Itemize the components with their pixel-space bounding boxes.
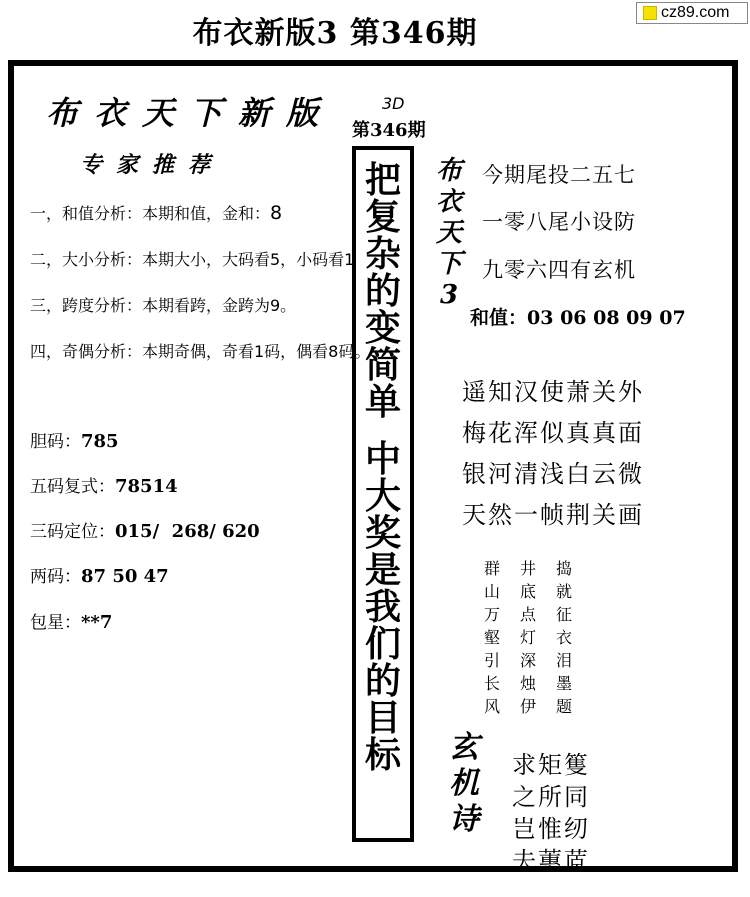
poem-line: 梅花浑似真真面 — [462, 419, 644, 447]
code-label: 三码定位： — [30, 522, 115, 542]
poem-char: 风 — [484, 697, 501, 716]
poem-char: 群 — [484, 559, 501, 578]
xuanji-title — [444, 730, 484, 838]
period-label: 第346期 — [352, 120, 426, 141]
code-label: 包星： — [30, 613, 81, 633]
analysis-label: 三，跨度分析：本期看跨，金跨为9。 — [30, 296, 297, 315]
poem-line: 天然一帧荆关画 — [462, 501, 644, 529]
poem-char: 引 — [484, 651, 501, 670]
poem-char: 墨 — [556, 674, 573, 693]
code-label: 五码复式： — [30, 477, 115, 497]
poem-char: 捣 — [556, 559, 573, 578]
poem-column — [556, 557, 572, 718]
code-value: 78514 — [115, 476, 178, 497]
vbrand-char: 布 — [435, 156, 462, 186]
poem-char: 深 — [520, 651, 537, 670]
slogan-char: 的 — [364, 270, 401, 312]
vbrand-char: 衣 — [435, 187, 462, 217]
poem-char: 点 — [520, 605, 537, 624]
poem-char: 万 — [484, 605, 501, 624]
analysis-odd-even — [30, 339, 370, 362]
site-badge[interactable] — [636, 2, 748, 24]
vertical-poem — [484, 557, 572, 718]
analysis-size — [30, 247, 354, 270]
analysis-sum — [30, 201, 282, 224]
verse-line: 九零六四有玄机 — [482, 258, 636, 282]
slogan-char: 我 — [364, 586, 401, 628]
xuanji-line: 求矩篗 — [512, 751, 590, 779]
square-icon — [643, 6, 657, 20]
slogan-char: 是 — [364, 549, 401, 591]
poem-line: 遥知汉使萧关外 — [462, 378, 644, 406]
slogan-char: 标 — [364, 734, 401, 776]
vertical-brand — [432, 156, 466, 311]
code-star — [30, 608, 112, 633]
code-five — [30, 472, 178, 497]
poem-char: 井 — [520, 559, 537, 578]
code-value: **7 — [81, 612, 113, 633]
code-label: 两码： — [30, 567, 81, 587]
site-url: cz89.com — [661, 4, 730, 21]
xuanji-line: 岂惟纫 — [512, 815, 590, 843]
expert-subtitle: 专家推荐 — [80, 152, 225, 178]
sum-numbers: 03 06 08 09 07 — [527, 307, 686, 329]
xuanji-char: 玄 — [449, 730, 479, 765]
poem-char: 长 — [484, 674, 501, 693]
xuanji-char: 机 — [449, 766, 479, 801]
vbrand-char: 3 — [439, 280, 459, 310]
poem-char: 伊 — [520, 697, 537, 716]
poem-char: 就 — [556, 582, 573, 601]
slogan-char: 的 — [364, 660, 401, 702]
poem-char: 灯 — [520, 628, 537, 647]
slogan-char: 把 — [364, 159, 401, 201]
code-value: 87 50 47 — [81, 566, 169, 587]
xuanji-line: 夫蕙茝 — [512, 847, 590, 875]
poem-char: 衣 — [556, 628, 573, 647]
code-value: 015/ 268/ 620 — [115, 521, 260, 542]
vbrand-char: 天 — [435, 218, 462, 248]
analysis-value: 8 — [270, 202, 283, 224]
verse-line: 一零八尾小设防 — [482, 210, 636, 234]
slogan-char: 大 — [364, 475, 401, 517]
code-dan — [30, 427, 119, 452]
code-value: 785 — [81, 431, 119, 452]
vbrand-char: 下 — [435, 249, 462, 279]
analysis-span — [30, 293, 296, 316]
poem-char: 山 — [484, 582, 501, 601]
poem-line: 银河清浅白云微 — [462, 460, 644, 488]
verse-line: 今期尾投二五七 — [482, 163, 636, 187]
slogan-char: 奖 — [364, 512, 401, 554]
slogan-char: 们 — [364, 623, 401, 665]
poem-char: 征 — [556, 605, 573, 624]
poem-column — [520, 557, 536, 718]
code-three-position — [30, 517, 260, 542]
poem-char: 题 — [556, 697, 573, 716]
poem-char: 泪 — [556, 651, 573, 670]
analysis-label: 四，奇偶分析：本期奇偶，奇看1码，偶看8码。 — [30, 342, 371, 361]
slogan-char: 复 — [364, 196, 401, 238]
xuanji-line: 之所同 — [512, 783, 590, 811]
poem-column — [484, 557, 500, 718]
tag-3d: 3D — [382, 94, 405, 113]
slogan-char: 简 — [364, 344, 401, 386]
sum-values — [470, 303, 686, 330]
poem-char: 烛 — [520, 674, 537, 693]
poem-char: 底 — [520, 582, 537, 601]
slogan-box — [352, 146, 414, 842]
sum-label: 和值： — [470, 307, 528, 329]
slogan-char: 杂 — [364, 233, 401, 275]
code-two — [30, 562, 169, 587]
code-label: 胆码： — [30, 432, 81, 452]
slogan-char: 变 — [364, 307, 401, 349]
page-title: 布衣新版3 第346期 — [192, 16, 478, 51]
analysis-label: 一，和值分析：本期和值，金和： — [30, 204, 271, 223]
analysis-label: 二，大小分析：本期大小，大码看5，小码看1 — [30, 250, 355, 269]
brand-title: 布衣天下新版 — [46, 94, 335, 132]
slogan-char: 目 — [364, 697, 401, 739]
xuanji-char: 诗 — [449, 802, 479, 837]
poem-char: 壑 — [484, 628, 501, 647]
slogan-char: 中 — [364, 438, 401, 480]
slogan-char: 单 — [364, 381, 401, 423]
